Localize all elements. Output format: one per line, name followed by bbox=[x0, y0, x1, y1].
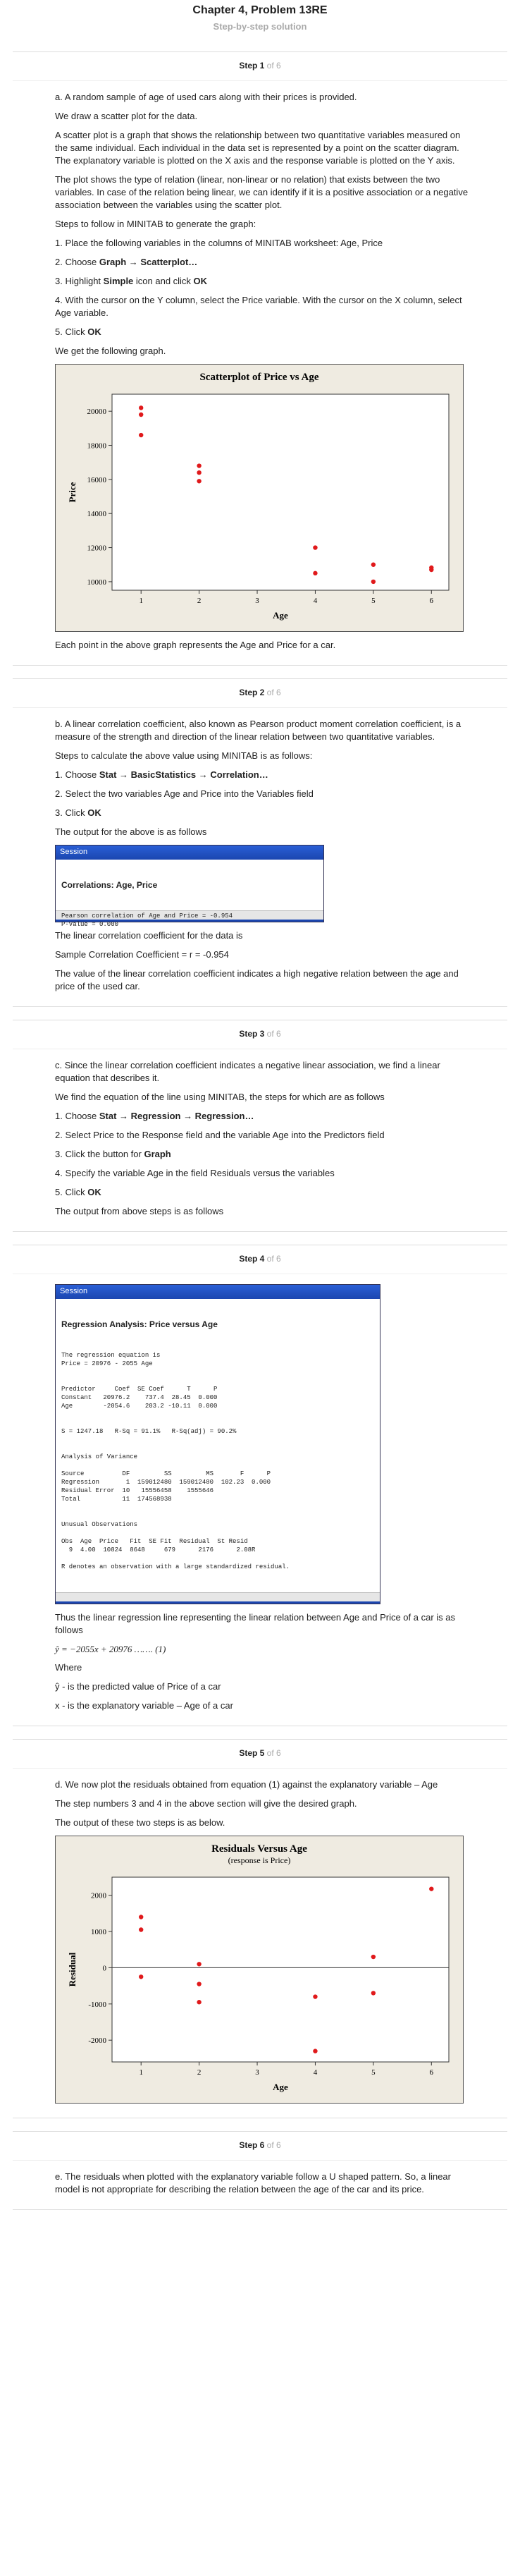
paragraph: Sample Correlation Coefficient = r = -0.954 bbox=[55, 949, 229, 960]
paragraph: The output from above steps is as follows bbox=[55, 1206, 224, 1216]
step-label: Step 2 bbox=[239, 688, 265, 697]
y-tick-label: 0 bbox=[102, 1964, 106, 1973]
y-tick-label: 10000 bbox=[87, 578, 106, 587]
data-point bbox=[197, 1962, 201, 1966]
data-point bbox=[139, 433, 143, 437]
x-tick-label: 2 bbox=[197, 597, 202, 605]
data-point bbox=[139, 1927, 143, 1931]
paragraph: Steps to follow in MINITAB to generate the graph: bbox=[55, 219, 256, 229]
page-header bbox=[0, 0, 520, 32]
list-item: 4. With the cursor on the Y column, select the Price variable. With the cursor on the X column, select Age variable. bbox=[55, 295, 462, 318]
paragraph: The output of these two steps is as below. bbox=[55, 1817, 225, 1828]
list-item: 1. Choose Stat → Regression → Regression… bbox=[55, 1111, 254, 1121]
step-3-section bbox=[13, 1020, 507, 1232]
plot-area bbox=[112, 1877, 449, 2062]
data-point bbox=[139, 1915, 143, 1919]
list-item: 2. Choose Graph → Scatterplot… bbox=[55, 257, 198, 267]
paragraph: We get the following graph. bbox=[55, 346, 166, 356]
y-tick-label: 12000 bbox=[87, 544, 106, 553]
paragraph: Steps to calculate the above value using MINITAB is as follows: bbox=[55, 750, 313, 761]
step-2-title bbox=[13, 679, 507, 708]
list-item: 5. Click OK bbox=[55, 326, 101, 337]
list-item: 1. Choose Stat → BasicStatistics → Correlation… bbox=[55, 769, 268, 780]
paragraph: Each point in the above graph represents the Age and Price for a car. bbox=[55, 640, 336, 650]
y-tick-label: 16000 bbox=[87, 475, 106, 484]
session-scrollbar[interactable] bbox=[56, 1592, 380, 1601]
data-point bbox=[429, 568, 433, 572]
data-point bbox=[197, 479, 201, 483]
data-point bbox=[197, 2000, 201, 2004]
list-item: 3. Click the button for Graph bbox=[55, 1149, 171, 1159]
step-4-title bbox=[13, 1245, 507, 1274]
data-point bbox=[313, 2049, 317, 2053]
list-item: 3. Click OK bbox=[55, 807, 101, 818]
y-axis-label: Price bbox=[67, 482, 78, 503]
x-tick-label: 6 bbox=[429, 2068, 434, 2077]
y-tick-label: 18000 bbox=[87, 441, 106, 451]
session-text: The regression equation is Price = 20976 - 2055 Age Predictor Coef SE Coef T P Constant 20976.2 737.4 28.45 0.000 Age -2054.6 203.2 -10.11 0.000 S = 1247.18 R-Sq = 91.1% R-Sq(adj) = 90.2% Analysis of Variance Source DF SS MS F P Regression 1 159012480 159012480 102.23 0.000 Residual Error 10 15556458 1555646 Total 11 174568938 Unusual Observations Obs Age Price Fit SE Fit Residual St Resid 9 4.00 10824 8648 679 2176 2.08R R denotes an observation with a large standardized residual. bbox=[61, 1352, 290, 1570]
step-label: Step 5 bbox=[239, 1748, 265, 1758]
step-count: of 6 bbox=[266, 1254, 281, 1264]
session-heading: Correlations: Age, Price bbox=[61, 880, 158, 890]
list-item: 5. Click OK bbox=[55, 1187, 101, 1197]
y-tick-label: -1000 bbox=[88, 2000, 106, 2009]
data-point bbox=[371, 580, 376, 584]
paragraph: b. A linear correlation coefficient, also known as Pearson product moment correlation coefficient, is a measure of the strength and direction of the linear relation between two quantitative variables. bbox=[55, 719, 462, 742]
session-heading: Regression Analysis: Price versus Age bbox=[61, 1319, 218, 1329]
step-count: of 6 bbox=[266, 2140, 281, 2150]
data-point bbox=[371, 563, 376, 567]
paragraph: e. The residuals when plotted with the explanatory variable follow a U shaped pattern. So, a linear model is not appropriate for describing the relation between the age of the car and its price. bbox=[55, 2171, 451, 2195]
x-tick-label: 6 bbox=[429, 597, 434, 605]
data-point bbox=[139, 413, 143, 417]
paragraph: Thus the linear regression line representing the linear relation between Age and Price of a car is as follows bbox=[55, 1612, 455, 1635]
session-output bbox=[56, 1299, 380, 1592]
paragraph: d. We now plot the residuals obtained from equation (1) against the explanatory variable – Age bbox=[55, 1779, 438, 1790]
data-point bbox=[139, 405, 143, 410]
step-4-section bbox=[13, 1245, 507, 1726]
step-5-title bbox=[13, 1740, 507, 1769]
minitab-session-window bbox=[55, 1284, 380, 1604]
x-axis-label: Age bbox=[273, 610, 288, 621]
paragraph: c. Since the linear correlation coefficient indicates a negative linear association, we find a linear equation that describes it. bbox=[55, 1060, 440, 1083]
scatterplot-chart bbox=[56, 365, 463, 631]
paragraph: A scatter plot is a graph that shows the relationship between two quantitative variables measured on the same individual. Each individual in the data set is represented by a point on the scatter diagram. The explanatory variable is plotted on the X axis and the response variable is plotted on the Y axis. bbox=[55, 130, 461, 166]
step-6-title bbox=[13, 2132, 507, 2161]
session-title: Session bbox=[60, 848, 88, 856]
data-point bbox=[313, 571, 317, 575]
data-point bbox=[197, 1982, 201, 1986]
paragraph: We find the equation of the line using MINITAB, the steps for which are as follows bbox=[55, 1092, 385, 1102]
chart-subtitle: (response is Price) bbox=[228, 1855, 291, 1865]
session-title-bar bbox=[56, 846, 323, 860]
step-1-title bbox=[13, 52, 507, 81]
x-axis-label: Age bbox=[273, 2082, 288, 2092]
x-tick-label: 2 bbox=[197, 2068, 202, 2077]
residual-plot-figure bbox=[55, 1836, 464, 2104]
list-item: 1. Place the following variables in the columns of MINITAB worksheet: Age, Price bbox=[55, 238, 383, 248]
data-point bbox=[139, 1974, 143, 1979]
session-title: Session bbox=[60, 1287, 88, 1295]
x-tick-label: 4 bbox=[313, 597, 318, 605]
paragraph: Where bbox=[55, 1662, 82, 1673]
data-point bbox=[429, 1886, 433, 1891]
paragraph: We draw a scatter plot for the data. bbox=[55, 111, 198, 121]
step-label: Step 6 bbox=[239, 2140, 265, 2150]
list-item: 3. Highlight Simple icon and click OK bbox=[55, 276, 208, 286]
paragraph: The linear correlation coefficient for the data is bbox=[55, 930, 243, 941]
y-tick-label: 1000 bbox=[91, 1928, 106, 1937]
step-3-title bbox=[13, 1020, 507, 1049]
x-tick-label: 5 bbox=[371, 2068, 376, 2077]
x-tick-label: 3 bbox=[255, 597, 259, 605]
data-point bbox=[197, 463, 201, 468]
paragraph: The value of the linear correlation coefficient indicates a high negative relation between the age and price of the used car. bbox=[55, 968, 459, 991]
x-tick-label: 1 bbox=[139, 597, 143, 605]
data-point bbox=[313, 1994, 317, 1998]
list-item: 4. Specify the variable Age in the field Residuals versus the variables bbox=[55, 1168, 335, 1178]
step-count: of 6 bbox=[266, 1029, 281, 1039]
page-subtitle: Step-by-step solution bbox=[213, 21, 307, 32]
step-1-section bbox=[13, 51, 507, 666]
step-label: Step 3 bbox=[239, 1029, 265, 1039]
paragraph: The output for the above is as follows bbox=[55, 826, 207, 837]
x-tick-label: 3 bbox=[255, 2068, 259, 2077]
paragraph: x - is the explanatory variable – Age of a car bbox=[55, 1700, 233, 1711]
residual-plot-chart bbox=[56, 1836, 463, 2103]
chart-title: Residuals Versus Age bbox=[211, 1843, 307, 1855]
y-tick-label: 2000 bbox=[91, 1891, 106, 1900]
scatterplot-figure bbox=[55, 364, 464, 632]
step-label: Step 4 bbox=[239, 1254, 265, 1264]
paragraph: The step numbers 3 and 4 in the above section will give the desired graph. bbox=[55, 1798, 357, 1809]
step-6-section bbox=[13, 2131, 507, 2210]
x-tick-label: 4 bbox=[313, 2068, 318, 2077]
list-item: 2. Select Price to the Response field and the variable Age into the Predictors field bbox=[55, 1130, 385, 1140]
page-title: Chapter 4, Problem 13RE bbox=[192, 4, 328, 16]
data-point bbox=[371, 1991, 376, 1995]
minitab-session-window bbox=[55, 845, 324, 928]
plot-area bbox=[112, 394, 449, 590]
y-axis-label: Residual bbox=[67, 1952, 78, 1987]
paragraph: a. A random sample of age of used cars along with their prices is provided. bbox=[55, 92, 357, 102]
step-label: Step 1 bbox=[239, 61, 265, 71]
regression-equation: ŷ = −2055x + 20976 ……. (1) bbox=[55, 1644, 166, 1654]
step-count: of 6 bbox=[266, 1748, 281, 1758]
y-tick-label: 20000 bbox=[87, 408, 106, 417]
session-text: Pearson correlation of Age and Price = -0.954 P-Value = 0.000 bbox=[61, 912, 233, 928]
session-output bbox=[56, 860, 323, 928]
data-point bbox=[197, 470, 201, 475]
data-point bbox=[371, 1955, 376, 1959]
step-count: of 6 bbox=[266, 688, 281, 697]
step-5-section bbox=[13, 1739, 507, 2118]
x-tick-label: 5 bbox=[371, 597, 376, 605]
x-tick-label: 1 bbox=[139, 2068, 143, 2077]
chart-title: Scatterplot of Price vs Age bbox=[199, 372, 319, 383]
paragraph: The plot shows the type of relation (linear, non-linear or no relation) that exists between the two variables. In case of the relation being linear, we can identify if it is a positive association or a negative association between the variables using the scatter plot. bbox=[55, 174, 469, 210]
y-tick-label: -2000 bbox=[88, 2037, 106, 2046]
y-tick-label: 14000 bbox=[87, 510, 106, 519]
data-point bbox=[313, 545, 317, 549]
step-2-section bbox=[13, 678, 507, 1007]
session-title-bar bbox=[56, 1285, 380, 1299]
step-count: of 6 bbox=[266, 61, 281, 71]
list-item: 2. Select the two variables Age and Price into the Variables field bbox=[55, 788, 314, 799]
paragraph: ŷ - is the predicted value of Price of a car bbox=[55, 1681, 221, 1692]
